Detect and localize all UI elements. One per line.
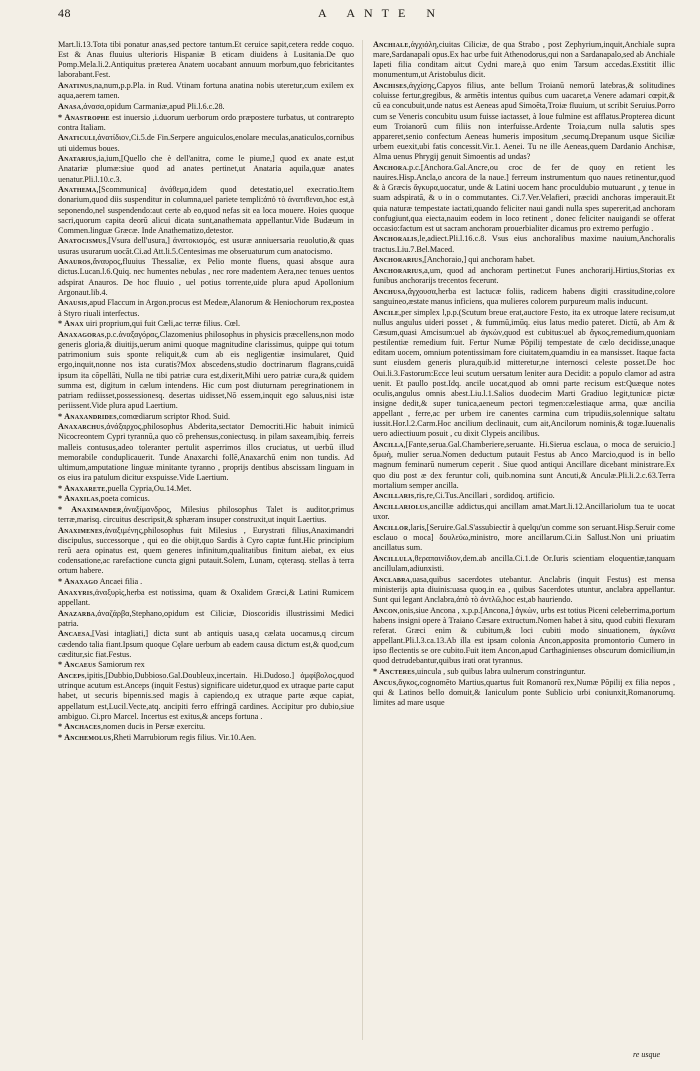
entry-headword: * Anastrophe (58, 112, 110, 122)
entry-text: ,na,num,p.p.Pla. in Rud. Vtinam fortuna anatina nobis uteretur,cum exilem ex aqua,aerem tamen. (58, 81, 354, 101)
dictionary-entry (58, 40, 354, 81)
entry-headword: Anchusa (373, 286, 406, 296)
entry-headword: Anauros (58, 257, 91, 267)
entry-headword: * Ancteres (373, 667, 415, 677)
entry-text: ,ἀναζάρβα,Stephano,opidum est Ciliciæ, Dioscoridis illustrissimi Medici patria. (58, 608, 354, 628)
entry-text: ,ἄναυρος,fluuius Thessaliæ, ex Pelio monte fluens, quasi absque aura dictus.Lucan.l.6.Quiq. nec humentes nebulas , nec rore madentem Aera,nec tenues uentos adspirat Anauros. De hoc fluuio , uel potius torrente,uide plura apud Apollonium Argonaut.lib.4. (58, 257, 354, 297)
entry-text: ,ἀναξυρὶς,herba est notissima, quam & Oxalidem Græci,& Latini Rumicem appellant. (58, 587, 354, 607)
entry-text: ,comœdiarum scriptor Rhod. Suid. (116, 411, 230, 421)
entry-text: ,le,adiect.Pli.l.16.c.8. Vsus eius anchoralibus maxime nauium,Anchoralis tractus.Liu.7.Bel.Maced. (373, 234, 675, 254)
entry-headword: * Anaxago (58, 577, 99, 587)
dictionary-entry (58, 588, 354, 608)
entry-text: uiri proprium,qui fuit Cæli,ac terræ filius. Cœl. (83, 319, 241, 329)
entry-headword: Anatinus (58, 81, 93, 91)
entry-headword: Ancillariolus (373, 502, 428, 512)
dictionary-entry (58, 526, 354, 577)
entry-headword: Ancilla (373, 440, 404, 450)
dictionary-entry (373, 81, 675, 162)
page-number: 48 (58, 6, 71, 20)
dictionary-entry (58, 629, 354, 659)
entry-text: ,uincula , sub quibus labra uulnerum constringuntur. (414, 667, 586, 677)
entry-text: ,p.c.ἀναξαγόρας,Clazomenius philosophus in physicis præcellens,non modo generis gloria,& diuitijs,uerum animi quoque magnitudine clarissimus, quippe qui totum patrimonium suis sponte reliquit,& cum ab eis negligentiæ insimularet, Quid ergo,inquit,nonne nos ista curatis?Mox abscedens,studio doctrinarum flagrans,cuidā ipsum ita cōpellāti, Nulla ne tibi patriæ cura est,dixerit,Mihi uero patriæ cura,& quidem summa est, digitum in cælum intendens. Hic cum post diuturnam peregrinationem in patriam rediisset,possessionesq. desertas uidisset,Nō essem,inquit ego saluus,nisi istæ periissent.Vide plura apud Laertium. (58, 329, 354, 410)
entry-headword: Anazarba (58, 608, 96, 618)
entry-text: Mart.li.13.Tota tibi ponatur anas,sed pectore tantum.Et ceruice sapit,cetera redde coquo. Est & Anas fluuius ulterioris Hispaniæ B eticam diuidens à Lusitania.De quo Pomp.Mela.li.2.Antiquitus præterea Anatem uocabant annuum morbum,quo febricitantes laborabant.Fest. (58, 40, 354, 80)
entry-text: ,puella Cypria,Ou.14.Met. (105, 483, 192, 493)
dictionary-entry (373, 575, 675, 605)
entry-headword: Ancile (373, 307, 400, 317)
entry-headword: Ancaesa (58, 629, 90, 639)
entry-headword: Anchorarius (373, 265, 423, 275)
entry-headword: Anaticuli (58, 133, 96, 143)
entry-text: ,ἀγχίσης,Capyos filius, ante bellum Troianū nemorū latebras,& solitudines coluisse fertur,gregibus, & armētis intentus quibus cum uacaret,a Venere adamari cœpit,& cū ea concubuit,unde natus est Aeneas apud Simoēta,Troiæ fluuium, ut scribit Seruius.Porro cum se Veneris concubitu usum fuisse iactasset, à Ioue fulmine est afflatus.Propterea dicunt eum Troianorū cum filiis non interfuisse.Ardente Troia,cum nulla salutis spes appareret,senio confectum Aeneas humeris impositum ,secumq.Drepanum usque Siciliæ urbem euexit,ubi fatis concessit.Vir.1. Aenei. Tu ne ille Aeneas,quem Dardanio Anchisæ, Alma uenus Phrygij genuit Simoentis ad undas? (373, 81, 675, 162)
entry-headword: * Anaxandrides (58, 411, 117, 421)
dictionary-entry (58, 505, 354, 525)
left-column (58, 40, 354, 744)
dictionary-entry (58, 298, 354, 318)
entry-headword: Anchises (373, 81, 407, 91)
entry-text: ,ris,re,Ci.Tus.Ancillari , sordidoq. artificio. (414, 491, 555, 501)
entry-text: ,poeta comicus. (98, 494, 150, 504)
entry-headword: Ancillaris (373, 491, 415, 501)
entry-headword: * Anchemolus (58, 732, 112, 742)
dictionary-entry (58, 660, 354, 670)
entry-text: ,ἄγχουσα,herba est lactucæ foliis, radicem habens digiti crassitudine,colore sanguineo,æstate manus inficiens, qua mulieres colorem purpureum malis inducunt. (373, 286, 675, 306)
dictionary-entry (58, 412, 354, 422)
dictionary-entry (58, 236, 354, 256)
entry-text: ,[Scommunica] ἀνάθεμα,idem quod detestatio,uel execratio.Item donarium,quod diis suspenditur in columna,uel pariete templi:ἀπό τὸ ἀνατιθεναι,hoc est,à seponendo,nel suspendendo:aut certe ab eo,quod nefas sit ea loca mouere. Hoies quoque sacri,quorum capita deorū alicui dicata sunt,anathemata appellantur.Vide Budæum in Commen.linguæ Græcæ. Inde Anathematizo,detestor. (58, 185, 354, 235)
entry-text: ,laris,[Seruire.Gal.S'assubiectir à quelqu'un comme son seruant.Hisp.Seruir come esclauo o moca] δουλεύω,ministro, more ancillarum.Ci.in Sallust.Non uni priuatim ancillatus sum. (373, 522, 675, 553)
dictionary-entry (373, 163, 675, 234)
dictionary-entry (58, 102, 354, 112)
dictionary-entry (58, 257, 354, 298)
dictionary-entry (58, 185, 354, 236)
entry-headword: Anaxarchus (58, 422, 105, 432)
entry-headword: Ancon (373, 605, 398, 615)
entry-text: Ancaei filia . (98, 577, 143, 587)
dictionary-entry (58, 733, 354, 743)
dictionary-entry (58, 133, 354, 153)
dictionary-entry (58, 319, 354, 329)
running-head: A ANTE N (318, 6, 444, 20)
entry-headword: Anchoralis (373, 234, 418, 244)
dictionary-entry (58, 484, 354, 494)
entry-headword: Anatocismus (58, 236, 107, 246)
dictionary-entry (58, 577, 354, 587)
entry-text: est inuersio ,i.duorum uerborum ordo præpostere turbatus, ut contrarepto contra Italiam. (58, 112, 354, 132)
dictionary-entry (58, 671, 354, 722)
dictionary-entry (373, 606, 675, 667)
entry-text: ,per simplex l,p.p.(Scutum breue erat,auctore Festo, ita ex utroque latere recisum,ut nullus angulus uideri posset , & fummū,imūq. eius latus medio pateret. Dictū, ab Am & Cæsum,quasi Amcisum:uel ab ἀγκὼν,quod est cubitus:uel ab ἄγκος,remedium,quoniam pestilentiæ remedium fuit. Fertur Numæ Pōpilij tempestate de cælo decidisse,unaque editam uocem, omnium potentissimam fore ciuitatem,quamdiu in ea mansisset. Itaque facta sunt eiusdem generis plura,quib.id mitteretur,ne internosci celeste posset.De hoc Oui.li.3.Fastorum:Ecce leui scutum uersatum leniter aura Decidit: a populo clamor ad astra uenit. Et paullo post.Idq. ancile uocat,quod ab omni parte recisum est:Quæque notes oculis,angulus omnis abest.Liu.l.1.Salios duodecim Marti Gradiuo legit,tunicæ pictæ insigne dedit,& super tunica,aeneum pectori tegmen:cælestiaque arma, quæ ancilia appellant , ferre,ac per urbem ire canentes carmina cum tripudiis,solennique saltatu iussit.Hor.l.2.Carm.Hoc ancilium declinauit, cum ait,Ancilorum nominis,& togæ.Iuuenalis uero adiectiuum posuit , cu dixit Clypeis ancilibus. (373, 307, 675, 439)
entry-text: ,uasa,quibus sacerdotes utebantur. Anclabris (inquit Festus) est mensa ministerijs apta diuinis:uasa quoq.in ea , quibus Sacerdotes utuntur, anclabra appellantur. Sunt qui legant Anclabra,ἀπὸ τὸ ἀντλῶ,hoc est,ab hauriendo. (373, 574, 675, 604)
entry-text: ,ἀνασα,opidum Carmaniæ,apud Pli.l.6.c.28. (81, 101, 225, 111)
entry-text: ,Rheti Marrubiorum regis filius. Vir.10.Aen. (111, 732, 257, 742)
dictionary-entry (58, 722, 354, 732)
dictionary-entry (373, 234, 675, 254)
entry-headword: Anausis (58, 298, 88, 308)
entry-headword: * Anaximander (58, 505, 122, 515)
entry-headword: Anclabra (373, 574, 411, 584)
column-gutter (362, 40, 363, 1040)
right-column (373, 40, 675, 709)
entry-headword: Anchiale (373, 40, 409, 49)
entry-headword: * Anaxarete (58, 483, 106, 493)
entry-text: ,[Vasi intagliati,] dicta sunt ab antiquis uasa,q cælata uocamus,q circum cædendo talia fiant.Ipsum quoque Cęlare uerbum ab eadem causa dictum est,& quod,cum cæditur,sic fiat.Festus. (58, 629, 354, 659)
entry-headword: Anchorarius (373, 255, 423, 265)
entry-text: ,ἀνάξαρχος,philosophus Abderita,sectator Democriti.Hic habuit inimicū Nicocreontem Cypri tyrannū,a quo cō prehensus,coniectusq. in pilam saxeam,ibiq. ferreis malleis contusus,adeo toleranter pertulit asperrimos illos cruciatus, ut uerbū illud memorabile conduplicauerit. Tunde Anaxarchi follē,Anaxarchū enim non tundis. Ad ultimum,amputatione linguæ minitante tyranno , proprijs dentibus abscissam linguam in os eius ira patulum dicitur exspuisse.Vide Laertium. (58, 422, 354, 483)
entry-headword: Anaxagoras (58, 329, 105, 339)
dictionary-entry (373, 678, 675, 708)
entry-text: ,a,um, quod ad anchoram pertinet:ut Funes anchorarij.Hirtius,Storias ex funibus anchorarijs trecentos fecerunt. (373, 265, 675, 286)
entry-headword: Ancillor (373, 522, 409, 532)
entry-text: Samiorum rex (96, 660, 145, 670)
entry-text: ,ia,ium,[Quello che è dell'anitra, come le piume,] quod ex anate est,ut Anatariæ plumæ:siue quod ad anates pertinet,ut Anataria aquila,quæ anates uenatur.Pli.l.10.c.3. (58, 154, 354, 184)
dictionary-entry (373, 266, 675, 286)
dictionary-entry (373, 502, 675, 522)
dictionary-entry (58, 154, 354, 184)
dictionary-entry (373, 440, 675, 491)
dictionary-entry (373, 308, 675, 440)
dictionary-entry (373, 554, 675, 574)
entry-text: ,ἄγκος,cognomēto Martius,quartus fuit Romanorū rex,Numæ Pōpilij ex filia nepos , qui & Latinos bello domuit,& Ianiculum ponte Sublicio urbi coniunxit,Romanorumq. limites ad mare usque (373, 677, 675, 707)
entry-text: ,[Vsura dell'usura,] ἀνατοκισμός, est usuræ anniuersaria reuolutio,& quas usuras usurarum uocāt.Ci.ad Att.li.5.Centesimas me obseruaturum cum anatocismo. (58, 236, 354, 256)
entry-text: ,ἀνατίδιον,Ci.5.de Fin.Serpere anguiculos,enolare meculas,anaticulos,cornibus uti uidemus boues. (58, 133, 354, 153)
entry-headword: Anaximenes (58, 525, 103, 535)
entry-text: .p.c.[Anchora.Gal.Ancre,ou croc de fer de quoy en retient les nauires.Hisp.Ancla,o ancora de la naue.] ferreum instrumentum quo naues retinentur,quod & à Græcis ἄγκυρα,uocatur, unde & Latini uocem hanc proculdubio mutuarunt , χ tenue in suam adspiratā, & υ in o commutantes. Ci.7.Ver.Velafieri, præcidi anchoras imperauit.Et quia naturæ tempestate iactati,quando feliciter naui gandi nulla spes supererit,ad anchoram confugiunt,qua eiecta,nauim eodem in loco retinent , donec feliciter nauigandi se offerat occasio:factum est ut sacram anchoram prouerbialiter dicamus pro extremo perfugio . (373, 162, 675, 233)
entry-headword: Anathema (58, 185, 97, 195)
page-header (58, 6, 660, 20)
dictionary-entry (58, 494, 354, 504)
dictionary-entry (58, 609, 354, 629)
dictionary-entry (58, 113, 354, 133)
dictionary-entry (373, 523, 675, 553)
entry-text: ,[Anchoraio,] qui anchoram habet. (422, 255, 535, 265)
entry-headword: Anceps (58, 671, 85, 681)
entry-text: ,ancillæ addictus,qui ancillam amat.Mart.li.12.Ancillariolum tua te uocat uxor. (373, 502, 675, 522)
entry-text: ,ipitis,[Dubbio,Dubbioso.Gal.Doubleux,incertain. Hi.Dudoso.] ἀμφίβολος,quod utrinque acutum est.Anceps (inquit Festus) significare uidetur,quod ex utraque parte caput habet, ut securis bipennis.sed magis à capiendo,q ex utraque parte æque capiat, appellatum est,Lucil.Vecte,atq. ancipiti ferro effringā cardines. Accipitur pro dubio,siue ambiguo. Ci.pro Marcel. Incertus est exitus,& anceps fortuna . (58, 671, 354, 721)
entry-headword: * Ancaeus (58, 660, 97, 670)
entry-headword: * Anaxilas (58, 494, 99, 504)
entry-text: ,[Fante,serua.Gal.Chamberiere,seruante. Hi.Sierua esclaua, o moca de seruicio.] δμωὴ, mulier serua.Nomen deductum putauit Festus ab Anco Marcio,quod is in bello magnum feminarū numerum ceperit . Siue quod antiqui Ancillare dicebant ministrare.Ex quo diu post æ dex feruntur coli, quib.nomina sunt Ancuti,& Anculæ.Pli.li.2.c.63.Terra mortalium semper ancilla. (373, 440, 675, 490)
entry-text: ,nomen ducis in Persæ exercitu. (100, 722, 206, 732)
dictionary-entry (58, 81, 354, 101)
entry-headword: Ancillula (373, 553, 413, 563)
entry-text: ,ἀγχιάλη,ciuitas Ciliciæ, de qua Strabo , post Zephyrium,inquit,Anchiale supra mare,Sardanapali opus.Ex hac urbe fuit Athenodorus,qui non a Sardanapalo,sed ab Anchiale Iapeti filia conditam ait:ut Cydni mare,à quo enim Tarsum accedas.Exstitit illic monumentum,ut Aristobulus dicit. (373, 40, 675, 80)
dictionary-entry (373, 491, 675, 501)
entry-text: ,ἀναξίμανδρος, Milesius philosophus Talet is auditor,primus terræ,marisq. circuitus descripsit,& sphæram insuper construxit,ut inquit Laertius. (58, 505, 354, 525)
dictionary-entry (373, 287, 675, 307)
entry-text: ,θεραπαινίδιον,dem.ab ancilla.Ci.1.de Or.Iuris scientiam eloquentiæ,tanquam ancillulam,adiunxisti. (373, 553, 675, 573)
entry-headword: Ancus (373, 677, 397, 687)
entry-headword: * Anchaces (58, 722, 101, 732)
entry-headword: Anaxyris (58, 587, 93, 597)
entry-headword: Anatarius (58, 154, 97, 164)
dictionary-entry (373, 255, 675, 265)
entry-text: ,onis,siue Ancona , x.p.p.[Ancona,] ἀγκὼν, urbs est totius Piceni celeberrima,portum habens insigni opere à Traiano Cæsare extructum.Nomen habet à situ, quod cubiti flexuram referat. Græci enim & cubitum,& loci cubiti modo sinuationem, ἀγκῶνα appellant.Pli.l.3.ca.13.Ab illa est ipsam colonia Ancon,apposita promontorio Cumero in ipso flectentis se ore cubito.Fuit item Ancon,apud Carthaginienses obscurum domicilium,in quod detrudebantur,quibus irati orat tyrannus. (373, 605, 675, 666)
dictionary-entry (58, 422, 354, 483)
catchword: re usque (632, 1050, 660, 1059)
entry-text: ,apud Flaccum in Argon.procus est Medeæ,Alanorum & Heniochorum rex,postea à Styro riuali interfectus. (58, 298, 354, 318)
entry-headword: * Anax (58, 319, 84, 329)
dictionary-entry (58, 330, 354, 411)
dictionary-entry (373, 40, 675, 81)
entry-headword: Anasa (58, 101, 82, 111)
entry-headword: Anchora (373, 162, 407, 172)
entry-text: ,ἀναξιμένης,philosophus fuit Milesius , Eurystrati filius,Anaximandri discipulus, successorque , qui eo die obijt,quo Sardis à Cyro captæ funt.Hic principium rerū aera opinatus est, quem generes infinitum,qualitatibus finitum aiebat, ex eius codensatione,ac rarefactione cuncta gigni putauit.Solem, Lunam, cęterasq. stellas à terra ortum habere. (58, 525, 354, 576)
dictionary-entry (373, 667, 675, 677)
